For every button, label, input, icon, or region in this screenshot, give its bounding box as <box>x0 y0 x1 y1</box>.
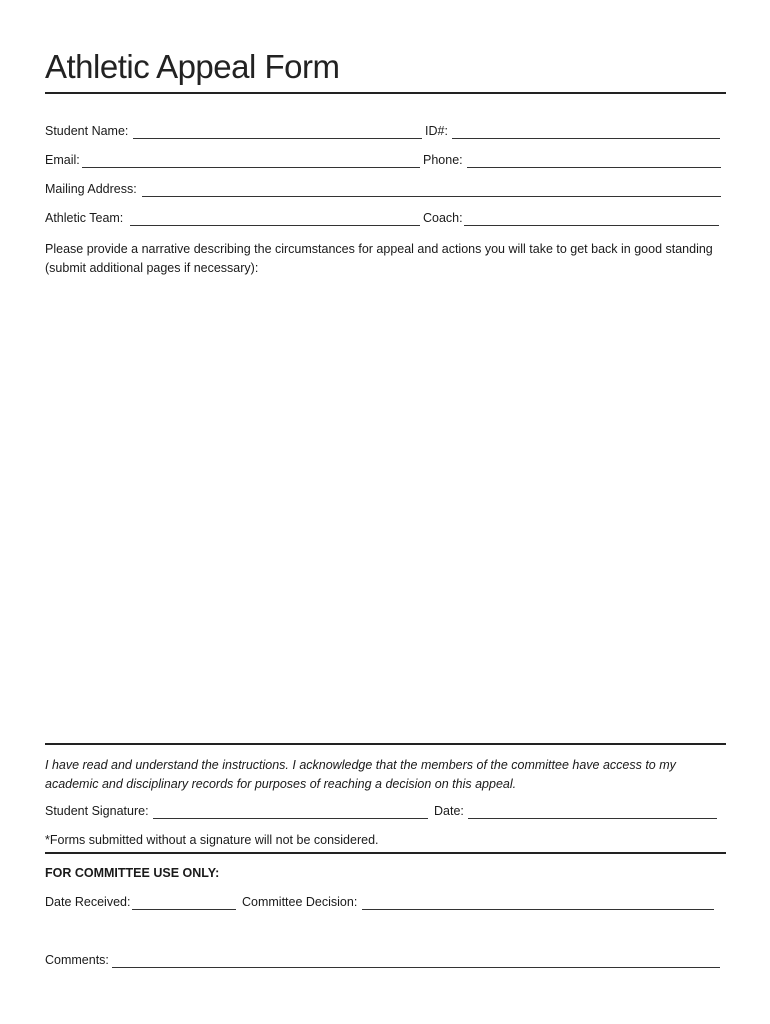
narrative-area[interactable] <box>45 285 725 735</box>
comments-field[interactable] <box>112 967 720 968</box>
narrative-prompt: Please provide a narrative describing the circumstances for appeal and actions you will take to get back in good standing (submit additional pages if necessary): <box>45 242 713 275</box>
acknowledgement-text: I have read and understand the instructions. I acknowledge that the members of the committee have access to my academic and disciplinary records for purposes of reaching a decision on this appeal. <box>45 758 676 791</box>
student-signature-field[interactable] <box>153 818 428 819</box>
student-name-field[interactable] <box>133 138 422 139</box>
coach-field[interactable] <box>464 225 719 226</box>
committee-divider <box>45 852 726 854</box>
acknowledgement-divider <box>45 743 726 745</box>
committee-heading: FOR COMMITTEE USE ONLY: <box>45 866 220 880</box>
title-divider <box>45 92 726 94</box>
id-label: ID#: <box>425 124 448 138</box>
committee-decision-field[interactable] <box>362 909 714 910</box>
student-signature-label: Student Signature: <box>45 804 149 818</box>
comments-label: Comments: <box>45 953 109 967</box>
coach-label: Coach: <box>423 211 463 225</box>
email-field[interactable] <box>82 167 420 168</box>
phone-label: Phone: <box>423 153 463 167</box>
phone-field[interactable] <box>467 167 721 168</box>
form-title: Athletic Appeal Form <box>45 48 340 85</box>
date-received-label: Date Received: <box>45 895 131 909</box>
mailing-address-label: Mailing Address: <box>45 182 137 196</box>
athletic-team-field[interactable] <box>130 225 420 226</box>
date-field[interactable] <box>468 818 717 819</box>
email-label: Email: <box>45 153 80 167</box>
committee-decision-label: Committee Decision: <box>242 895 358 909</box>
date-received-field[interactable] <box>132 909 236 910</box>
student-name-label: Student Name: <box>45 124 129 138</box>
date-label: Date: <box>434 804 464 818</box>
id-field[interactable] <box>452 138 720 139</box>
athletic-team-label: Athletic Team: <box>45 211 124 225</box>
signature-note: *Forms submitted without a signature will not be considered. <box>45 833 379 847</box>
mailing-address-field[interactable] <box>142 196 721 197</box>
